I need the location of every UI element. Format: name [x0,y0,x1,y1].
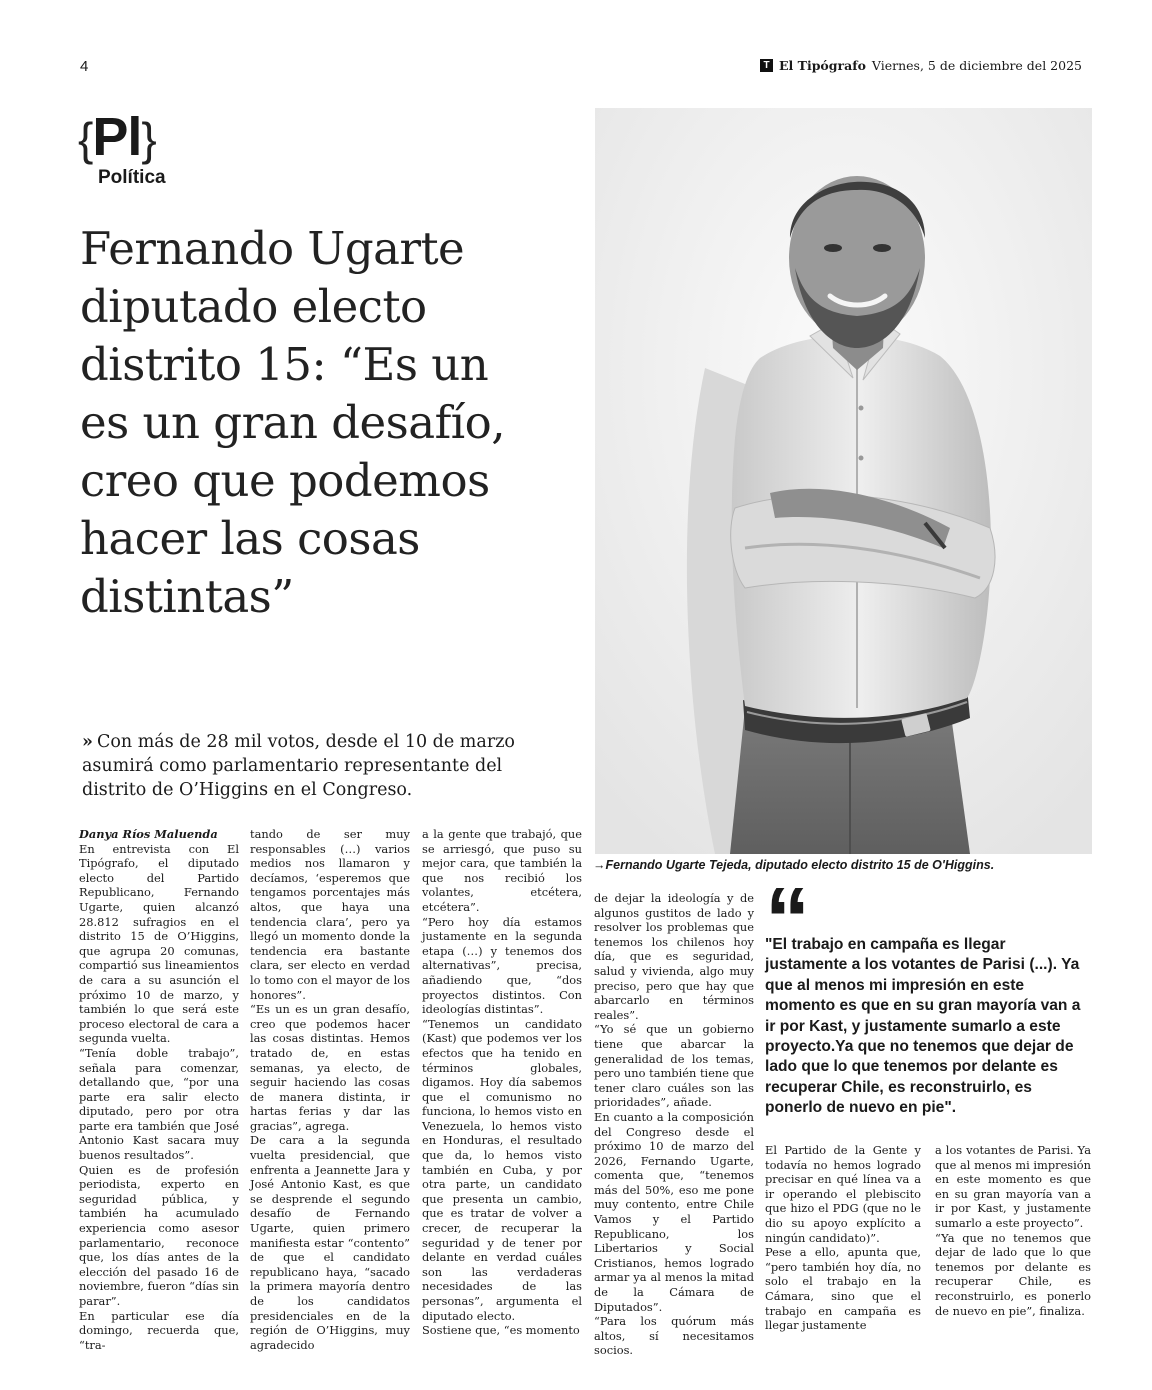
paragraph: “Yo sé que un gobierno tiene que abarcar la generalidad de los temas, pero uno también tiene que tener claro cuáles son las prioridades”, añade. [594,1022,754,1110]
paragraph: En particular ese día domingo, recuerda que, “tra- [79,1308,239,1352]
paragraph: Quien es de profesión periodista, experto en seguridad pública, y también ha acumulado experiencia como asesor parlamentario, reconoce que, los días antes de la elección del pasado 16 de noviembre, fueron “días sin parar”. [79,1162,239,1308]
paragraph: “Tenemos un candidato (Kast) que podemos ver los efectos que ha tenido en términos globales, digamos. Hoy día sabemos que el comunismo no funciona, lo hemos visto en Venezuela, lo hemos visto en Honduras, el resultado que da, lo hemos visto también en Cuba, y por otra parte, un candidato que presenta un cambio, que es tratar de volver a crecer, de recuperar la seguridad y de tener por delante en verdad cuáles son las verdaderas necesidades de las personas”, argumenta el diputado electo. [422,1016,582,1323]
body-column-3 [422,827,582,1338]
portrait-photo [595,108,1092,854]
paragraph: a los votantes de Parisi. Ya que al menos mi impresión en este momento es que en su gran mayoría van a ir por Kast, y justamente sumarlo a este proyecto”. [935,1143,1091,1230]
paragraph: de dejar la ideología y de algunos gustitos de lado y resolver los problemas que tenemos los chilenos hoy día, que es seguridad, salud y vivienda, algo muy preciso, pero que hay que abarcarlo en términos reales”. [594,891,754,1022]
newspaper-name: El Tipógrafo [779,58,866,73]
paragraph: “Ya que no tenemos que dejar de lado que lo que tenemos por delante es recuperar Chile, es reconstruirlo, es ponerlo de nuevo en pie”, finaliza. [935,1230,1091,1318]
paragraph: tando de ser muy responsables (…) varios medios nos llamaron y decíamos, ‘esperemos que tengamos porcentajes más altos, que haya una tendencia clara’, pero ya llegó un momento donde la tendencia era bastante clara, ser electo en verdad lo tomo con el mayor de los honores”. [250,827,410,1002]
paragraph: a la gente que trabajó, que se arriesgó, que puso su mejor cara, que también la que nos recibió los volantes, etcétera, etcétera”. [422,827,582,914]
open-brace: { [78,113,93,165]
paragraph: Sostiene que, “es momento [422,1323,580,1338]
page-number: 4 [80,58,89,75]
paragraph: En entrevista con El Tipógrafo, el diputado electo del Partido Republicano, Fernando Ugarte, quien alcanzó 28.812 sufragios en el distrito 15 de O’Higgins, que agrupa 20 comunas, compartió sus lineamientos de cara a su asunción el próximo 10 de marzo, y también lo que será este proceso electoral de cara a segunda vuelta. [79,841,239,1046]
lead-marker-icon: » [82,732,93,752]
quote-mark-icon: “ [765,870,810,970]
close-brace: } [141,113,156,165]
issue-date: Viernes, 5 de diciembre del 2025 [871,58,1082,73]
paragraph: En cuanto a la composición del Congreso desde el próximo 10 de marzo del 2026, Fernando Ugarte, comenta que, “tenemos más del 50%, eso me pone muy contento, entre Chile Vamos y el Partido Republicano, los Libertarios y Social Cristianos, hemos logrado armar ya al menos la mitad de la Cámara de Diputados”. [594,1109,754,1314]
section-abbrev: Pl [92,107,142,167]
lead-paragraph [82,730,572,802]
paragraph: El Partido de la Gente y todavía no hemos logrado precisar en qué línea va a ir operando el plebiscito que hizo el PDG (que no le dio su apoyo explícito a ningún candidato)”. [765,1143,921,1245]
paragraph: Pese a ello, apunta que, “pero también hoy día, no solo el trabajo en la Cámara, sino que el trabajo en campaña es llegar justamente [765,1245,921,1333]
headline: Fernando Ugarte diputado electo distrito 15: “Es un es un gran desafío, creo que podemos hacer las cosas distintas” [80,222,506,623]
newspaper-logo-icon: T [760,59,773,72]
paragraph: De cara a la segunda vuelta presidencial, que enfrenta a Jeannette Jara y José Antonio Kast, es que se desprende el segundo desafío de Fernando Ugarte, quien primero manifiesta estar “contento” de que el candidato republicano haya, “sacado la primera mayoría dentro de los candidatos presidenciales en de la región de O’Higgins, muy agradecido [250,1133,410,1352]
body-column-6 [935,1143,1091,1318]
byline: Danya Ríos Maluenda [79,827,218,841]
photo-caption: →Fernando Ugarte Tejeda, diputado electo distrito 15 de O'Higgins. [593,858,995,872]
body-column-1 [79,827,239,1352]
masthead [760,58,1082,73]
paragraph: “Tenía doble trabajo”, señala para comenzar, detallando que, “por una parte era salir electo diputado, pero por otra parte era también que José Antonio Kast sacara muy buenos resultados”. [79,1045,239,1163]
section-mark [78,105,218,189]
pull-quote: "El trabajo en campaña es llegar justamente a los votantes de Parisi (...). Ya que al menos mi impresión en este momento es que en su gran mayoría van a ir por Kast, y justamente sumarlo a este proyecto.Ya que no tenemos que dejar de lado que lo que tenemos por delante es recuperar Chile, es reconstruirlo, es ponerlo de nuevo en pie". [765,936,1081,1117]
paragraph: “Para los quórum más altos, sí necesitamos socios. [594,1314,754,1358]
paragraph: “Pero hoy día estamos justamente en la segunda etapa (…) y tenemos dos alternativas”, precisa, añadiendo que, “dos proyectos distintos. Con ideologías distintas”. [422,914,582,1017]
portrait-illustration [595,108,1092,854]
body-column-2 [250,827,410,1352]
section-label: Política [98,167,166,188]
body-column-4 [594,891,754,1358]
lead-text: Con más de 28 mil votos, desde el 10 de marzo asumirá como parlamentario representante del distrito de O’Higgins en el Congreso. [82,732,515,800]
paragraph: “Es un es un gran desafío, creo que podemos hacer las cosas distintas. Hemos tratado de, en estas semanas, ya electo, de seguir haciendo las cosas de manera distinta, ir hartas ferias y dar las gracias”, agrega. [250,1002,410,1133]
body-column-5 [765,1143,921,1333]
